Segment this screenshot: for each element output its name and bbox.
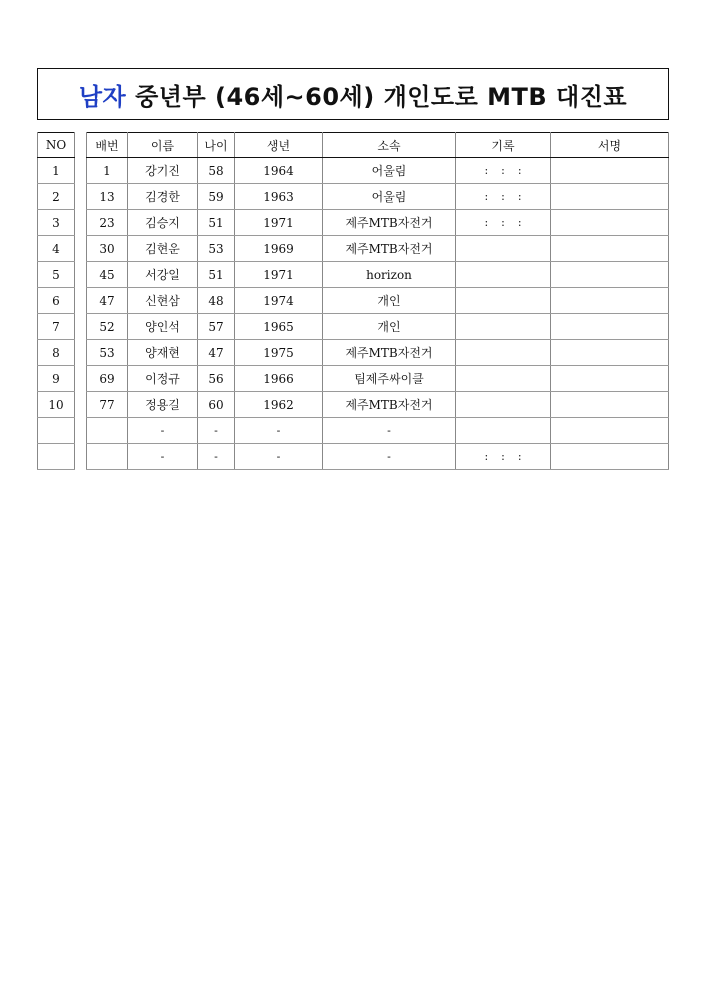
no-row (38, 210, 75, 236)
cell-signature (551, 210, 669, 236)
cell-no: 1 (38, 158, 75, 184)
no-row (38, 236, 75, 262)
page-title (79, 77, 627, 112)
no-row (38, 288, 75, 314)
cell-bib: 52 (87, 314, 128, 340)
title-rest: 중년부 (46세~60세) 개인도로 MTB 대진표 (126, 82, 628, 111)
cell-bib: 13 (87, 184, 128, 210)
cell-birth-year: 1965 (235, 314, 323, 340)
cell-no: 3 (38, 210, 75, 236)
cell-no: 4 (38, 236, 75, 262)
cell-record (456, 262, 551, 288)
cell-no: 8 (38, 340, 75, 366)
bracket-table (86, 132, 669, 470)
table-row (87, 262, 669, 288)
cell-team: - (323, 444, 456, 470)
table-row (87, 158, 669, 184)
cell-name: 정용길 (128, 392, 198, 418)
title-box (37, 68, 669, 120)
cell-no: 2 (38, 184, 75, 210)
cell-bib (87, 444, 128, 470)
cell-record (456, 288, 551, 314)
table-row (87, 236, 669, 262)
cell-bib: 23 (87, 210, 128, 236)
cell-birth-year: 1971 (235, 210, 323, 236)
cell-record: ::: (456, 210, 551, 236)
cell-name: 이정규 (128, 366, 198, 392)
header-bib: 배번 (87, 133, 128, 158)
cell-age: 57 (198, 314, 235, 340)
cell-bib: 77 (87, 392, 128, 418)
cell-birth-year: 1964 (235, 158, 323, 184)
no-row (38, 340, 75, 366)
no-row (38, 418, 75, 444)
cell-no: 7 (38, 314, 75, 340)
cell-bib: 69 (87, 366, 128, 392)
cell-birth-year: 1971 (235, 262, 323, 288)
cell-record: ::: (456, 184, 551, 210)
title-highlight: 남자 (78, 82, 127, 111)
cell-age: 59 (198, 184, 235, 210)
cell-no (38, 444, 75, 470)
header-team: 소속 (323, 133, 456, 158)
cell-record (456, 340, 551, 366)
cell-name: 김경한 (128, 184, 198, 210)
cell-age: - (198, 418, 235, 444)
cell-signature (551, 314, 669, 340)
cell-birth-year: 1969 (235, 236, 323, 262)
cell-signature (551, 340, 669, 366)
cell-birth-year: - (235, 418, 323, 444)
cell-no: 10 (38, 392, 75, 418)
cell-team: 제주MTB자전거 (323, 236, 456, 262)
cell-no (38, 418, 75, 444)
table-row (87, 392, 669, 418)
cell-bib: 1 (87, 158, 128, 184)
cell-birth-year: 1963 (235, 184, 323, 210)
table-row (87, 366, 669, 392)
cell-birth-year: 1966 (235, 366, 323, 392)
cell-team: - (323, 418, 456, 444)
cell-bib (87, 418, 128, 444)
cell-bib: 30 (87, 236, 128, 262)
no-row (38, 366, 75, 392)
cell-birth-year: 1974 (235, 288, 323, 314)
cell-age: 48 (198, 288, 235, 314)
header-signature: 서명 (551, 133, 669, 158)
table-row (87, 314, 669, 340)
cell-name: 서강일 (128, 262, 198, 288)
cell-age: 51 (198, 210, 235, 236)
cell-record (456, 418, 551, 444)
cell-name: 강기진 (128, 158, 198, 184)
cell-age: 47 (198, 340, 235, 366)
header-birth-year: 생년 (235, 133, 323, 158)
cell-name: 김승지 (128, 210, 198, 236)
cell-age: - (198, 444, 235, 470)
cell-signature (551, 262, 669, 288)
cell-age: 51 (198, 262, 235, 288)
table-row (87, 444, 669, 470)
no-row (38, 444, 75, 470)
cell-signature (551, 184, 669, 210)
cell-age: 56 (198, 366, 235, 392)
cell-team: 어울림 (323, 158, 456, 184)
cell-bib: 53 (87, 340, 128, 366)
cell-age: 60 (198, 392, 235, 418)
table-row (87, 288, 669, 314)
cell-team: 팀제주싸이클 (323, 366, 456, 392)
table-row (87, 340, 669, 366)
no-row (38, 392, 75, 418)
no-row (38, 262, 75, 288)
cell-signature (551, 236, 669, 262)
cell-signature (551, 392, 669, 418)
cell-record: ::: (456, 444, 551, 470)
cell-signature (551, 366, 669, 392)
cell-team: 개인 (323, 288, 456, 314)
cell-signature (551, 418, 669, 444)
cell-record (456, 392, 551, 418)
cell-age: 58 (198, 158, 235, 184)
cell-name: 김현운 (128, 236, 198, 262)
table-row (87, 418, 669, 444)
table-row (87, 210, 669, 236)
table-row (87, 184, 669, 210)
cell-signature (551, 288, 669, 314)
cell-no: 9 (38, 366, 75, 392)
cell-age: 53 (198, 236, 235, 262)
no-row (38, 158, 75, 184)
header-name: 이름 (128, 133, 198, 158)
cell-name: 양재현 (128, 340, 198, 366)
cell-team: 제주MTB자전거 (323, 392, 456, 418)
cell-birth-year: 1975 (235, 340, 323, 366)
cell-team: horizon (323, 262, 456, 288)
cell-no: 6 (38, 288, 75, 314)
cell-birth-year: - (235, 444, 323, 470)
cell-team: 제주MTB자전거 (323, 210, 456, 236)
header-record: 기록 (456, 133, 551, 158)
no-column-table (37, 132, 75, 470)
cell-team: 개인 (323, 314, 456, 340)
cell-name: - (128, 444, 198, 470)
cell-signature (551, 158, 669, 184)
cell-record (456, 236, 551, 262)
cell-signature (551, 444, 669, 470)
cell-bib: 45 (87, 262, 128, 288)
cell-bib: 47 (87, 288, 128, 314)
cell-record: ::: (456, 158, 551, 184)
cell-record (456, 366, 551, 392)
cell-no: 5 (38, 262, 75, 288)
cell-name: 양인석 (128, 314, 198, 340)
cell-name: 신현삼 (128, 288, 198, 314)
no-row (38, 184, 75, 210)
cell-name: - (128, 418, 198, 444)
no-header: NO (38, 133, 75, 158)
no-row (38, 314, 75, 340)
header-age: 나이 (198, 133, 235, 158)
cell-birth-year: 1962 (235, 392, 323, 418)
cell-team: 제주MTB자전거 (323, 340, 456, 366)
cell-team: 어울림 (323, 184, 456, 210)
cell-record (456, 314, 551, 340)
